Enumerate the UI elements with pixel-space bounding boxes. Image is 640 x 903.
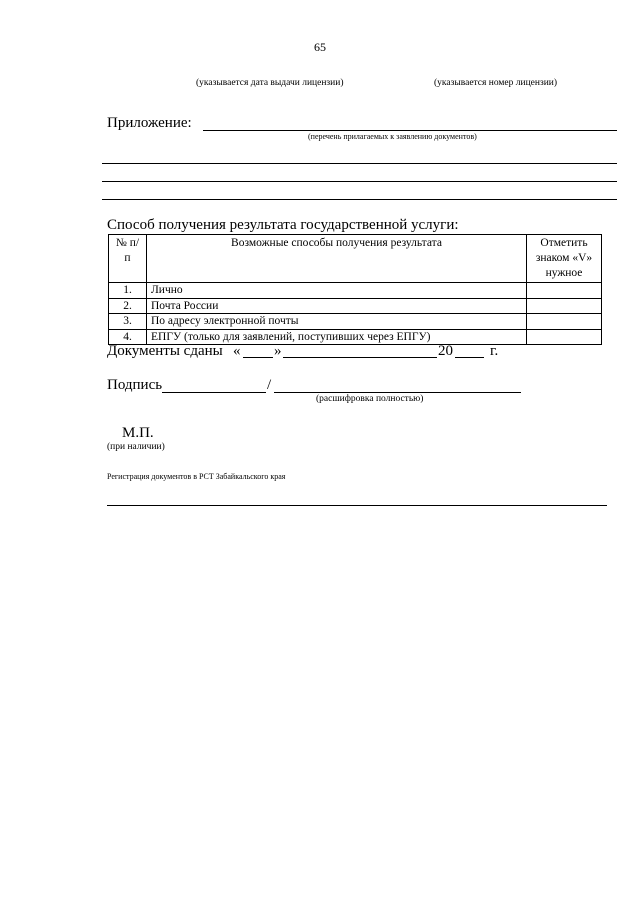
table-row xyxy=(109,298,602,314)
row-number: 1. xyxy=(109,283,147,299)
attachment-hint: (перечень прилагаемых к заявлению документов) xyxy=(308,132,477,141)
table-row xyxy=(109,283,602,299)
license-date-hint: (указывается дата выдачи лицензии) xyxy=(196,78,344,88)
attachment-label: Приложение: xyxy=(107,115,192,131)
signature-name-field[interactable] xyxy=(274,392,521,393)
attachment-line-3[interactable] xyxy=(102,181,617,182)
header-mark: Отметить знаком «V» нужное xyxy=(527,235,602,283)
submitted-month-field[interactable] xyxy=(283,357,437,358)
submitted-year-prefix: 20 xyxy=(438,343,453,359)
row-mark-cell[interactable] xyxy=(527,283,602,299)
row-number: 2. xyxy=(109,298,147,314)
attachment-line-2[interactable] xyxy=(102,163,617,164)
signature-hint: (расшифровка полностью) xyxy=(316,394,424,404)
attachment-line[interactable] xyxy=(203,130,617,131)
row-number: 3. xyxy=(109,314,147,330)
row-mark-cell[interactable] xyxy=(527,329,602,345)
row-mark-cell[interactable] xyxy=(527,298,602,314)
seal-label: М.П. xyxy=(122,425,154,441)
submitted-year-suffix: г. xyxy=(490,343,499,359)
signature-label: Подпись xyxy=(107,377,163,393)
registration-line[interactable] xyxy=(107,505,607,506)
signature-separator: / xyxy=(267,377,272,393)
row-label: Лично xyxy=(147,283,527,299)
attachment-line-4[interactable] xyxy=(102,199,617,200)
submitted-day-open: « xyxy=(233,343,241,359)
row-number: 4. xyxy=(109,329,147,345)
submitted-year-field[interactable] xyxy=(455,357,484,358)
row-label: ЕПГУ (только для заявлений, поступивших через ЕПГУ) xyxy=(147,329,527,345)
header-number: № п/п xyxy=(109,235,147,283)
license-number-hint: (указывается номер лицензии) xyxy=(434,78,558,88)
table-row xyxy=(109,314,602,330)
row-label: Почта России xyxy=(147,298,527,314)
submitted-day-field[interactable] xyxy=(243,357,273,358)
submitted-label: Документы сданы xyxy=(107,343,223,359)
header-method: Возможные способы получения результата xyxy=(147,235,527,283)
signature-field[interactable] xyxy=(162,392,266,393)
seal-hint: (при наличии) xyxy=(107,442,165,452)
methods-header-row xyxy=(109,235,602,283)
submitted-day-close: » xyxy=(274,343,282,359)
row-mark-cell[interactable] xyxy=(527,314,602,330)
page-number: 65 xyxy=(314,40,326,54)
registration-text: Регистрация документов в РСТ Забайкальского края xyxy=(107,472,286,481)
methods-title: Способ получения результата государственной услуги: xyxy=(107,217,459,233)
methods-table xyxy=(108,234,602,345)
row-label: По адресу электронной почты xyxy=(147,314,527,330)
